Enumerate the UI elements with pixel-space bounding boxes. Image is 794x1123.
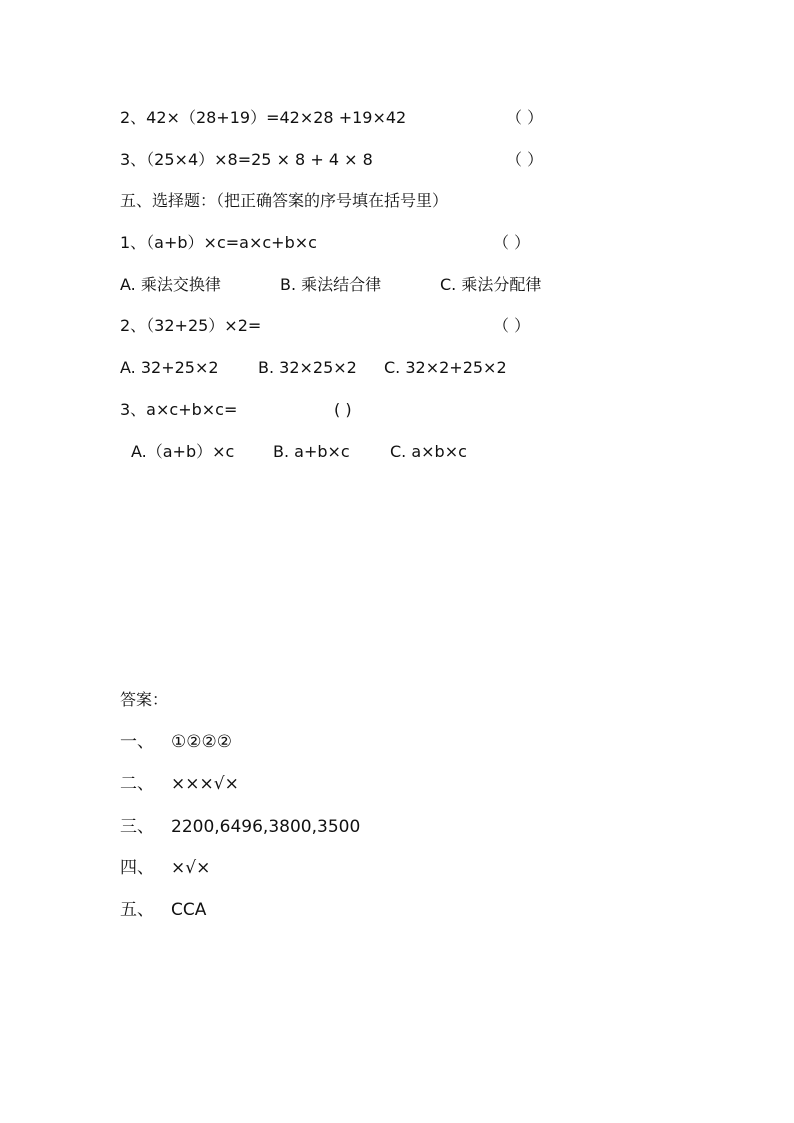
answer-label: 二、: [120, 774, 154, 794]
judgement-question-3: 3、（25×4）×8=25 × 8 + 4 × 8: [120, 150, 373, 169]
answer-bracket: ( ): [334, 400, 352, 419]
answer-label: 五、: [120, 900, 154, 920]
option-b: B. 乘法结合律: [280, 275, 382, 294]
judgement-question-2: 2、42×（28+19）=42×28 +19×42: [120, 108, 407, 127]
answer-bracket: （ ）: [506, 150, 544, 169]
answer-value: 2200,6496,3800,3500: [171, 817, 361, 837]
choice-question-3: 3、a×c+b×c=: [120, 400, 238, 419]
answer-value: ×√×: [171, 858, 211, 878]
option-c: C. a×b×c: [390, 442, 467, 461]
answer-bracket: （ ）: [506, 108, 544, 127]
answers-title: 答案：: [120, 690, 169, 709]
answer-value: CCA: [171, 900, 207, 920]
option-c: C. 乘法分配律: [440, 275, 542, 294]
choice-question-2: 2、（32+25）×2=: [120, 316, 262, 335]
option-a: A.（a+b）×c: [131, 442, 235, 461]
section-heading-choice: 五、选择题：（把正确答案的序号填在括号里）: [120, 191, 449, 210]
answer-bracket: （ ）: [493, 233, 531, 252]
answer-label: 一、: [120, 732, 154, 752]
option-c: C. 32×2+25×2: [384, 358, 507, 377]
option-b: B. 32×25×2: [258, 358, 357, 377]
answer-label: 四、: [120, 858, 154, 878]
choice-question-1: 1、（a+b）×c=a×c+b×c: [120, 233, 317, 252]
answer-label: 三、: [120, 817, 154, 837]
option-a: A. 32+25×2: [120, 358, 219, 377]
answer-value: ×××√×: [171, 774, 239, 794]
option-a: A. 乘法交换律: [120, 275, 221, 294]
answer-value: ①②②②: [171, 732, 232, 752]
answer-bracket: （ ）: [493, 316, 531, 335]
option-b: B. a+b×c: [273, 442, 350, 461]
